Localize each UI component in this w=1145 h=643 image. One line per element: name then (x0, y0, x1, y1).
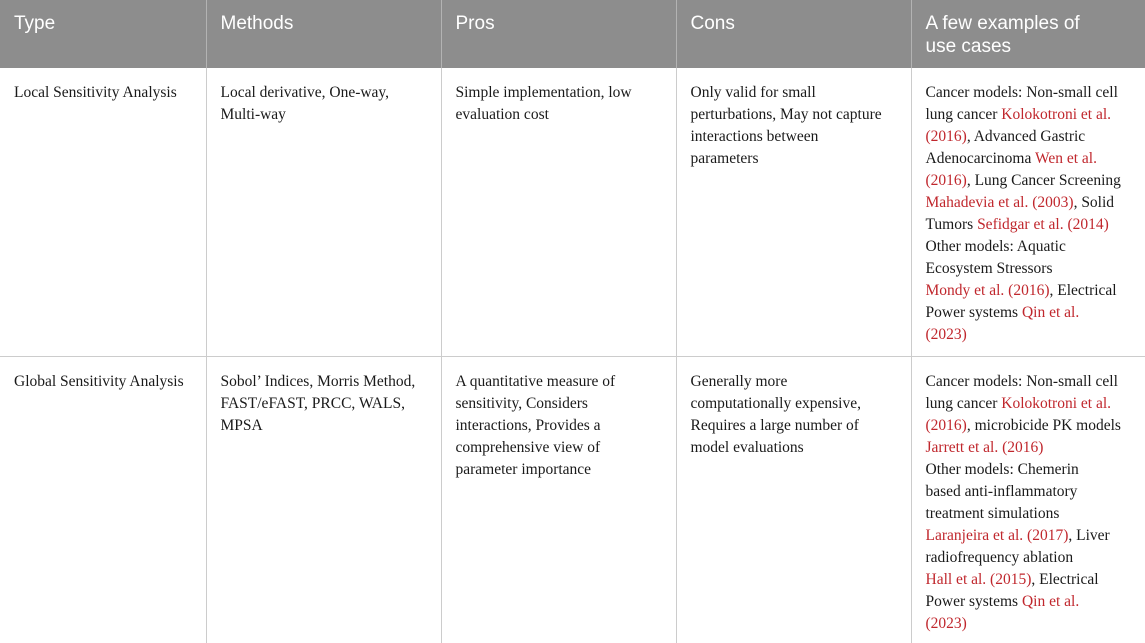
cell-line (926, 437, 1132, 459)
header-methods: Methods (206, 0, 441, 68)
citation-link[interactable]: Wen et al. (1034, 150, 1097, 167)
header-row (0, 0, 1145, 68)
cell-line: parameters (690, 150, 759, 167)
cell-type (0, 356, 206, 643)
citation-link[interactable]: Qin et al. (1021, 592, 1080, 610)
cell-line: A quantitative measure of (455, 372, 616, 390)
header-pros: Pros (441, 0, 676, 68)
cell-text: , Liver (1068, 526, 1110, 544)
cell-line: Only valid for small (690, 84, 816, 101)
cell-line: perturbations, May not capture (690, 106, 882, 123)
citation-link[interactable]: Jarrett et al. (2016) (925, 438, 1044, 456)
cell-line (926, 415, 1132, 437)
cell-line (926, 148, 1132, 170)
cell-text: lung cancer (925, 394, 1002, 412)
cell-text: Adenocarcinoma (925, 150, 1035, 167)
cell-methods (206, 356, 441, 643)
citation-link[interactable]: Qin et al. (1021, 304, 1080, 321)
cell-line: Local derivative, One-way, (220, 84, 390, 101)
cell-text: Other models: Aquatic (925, 238, 1066, 255)
cell-text: radiofrequency ablation (925, 548, 1074, 566)
cell-text: , Advanced Gastric (966, 128, 1086, 145)
cell-text: , Lung Cancer Screening (966, 172, 1121, 189)
header-examples-line: use cases (925, 36, 1012, 57)
cell-pros (441, 356, 676, 643)
citation-link[interactable]: (2023) (925, 326, 967, 343)
cell-line: sensitivity, Considers (455, 394, 588, 412)
cell-text: treatment simulations (925, 504, 1060, 522)
cell-line (926, 591, 1132, 613)
cell-line: Global Sensitivity Analysis (14, 372, 184, 390)
cell-line: Local Sensitivity Analysis (14, 84, 177, 101)
cell-line: interactions, Provides a (455, 416, 601, 434)
cell-line (926, 481, 1132, 503)
cell-line (926, 280, 1132, 302)
cell-line: evaluation cost (455, 106, 549, 123)
cell-line (926, 104, 1132, 126)
cell-line (926, 371, 1132, 393)
cell-text: , Electrical (1031, 570, 1099, 588)
cell-cons (676, 68, 911, 356)
cell-line (926, 214, 1132, 236)
cell-text: Power systems (925, 592, 1022, 610)
cell-text: Other models: Chemerin (925, 460, 1079, 478)
citation-link[interactable]: Mondy et al. (2016) (925, 282, 1050, 299)
citation-link[interactable]: (2016) (925, 128, 967, 145)
cell-line: computationally expensive, (690, 394, 861, 412)
cell-line: model evaluations (690, 438, 804, 456)
cell-line (926, 613, 1132, 635)
cell-line (926, 547, 1132, 569)
citation-link[interactable]: Laranjeira et al. (2017) (925, 526, 1069, 544)
cell-line: Generally more (690, 372, 788, 390)
cell-line: Requires a large number of (690, 416, 859, 434)
cell-line (926, 192, 1132, 214)
header-type: Type (0, 0, 206, 68)
citation-link[interactable]: (2016) (925, 416, 967, 434)
cell-line: MPSA (220, 416, 263, 434)
cell-line: interactions between (690, 128, 819, 145)
cell-line: parameter importance (455, 460, 592, 478)
citation-link[interactable]: (2023) (925, 614, 967, 632)
cell-text: based anti-inflammatory (925, 482, 1078, 500)
cell-text: , Electrical (1049, 282, 1117, 299)
cell-line (926, 324, 1132, 346)
cell-text: Cancer models: Non-small cell (925, 372, 1118, 390)
citation-link[interactable]: Kolokotroni et al. (1001, 394, 1112, 412)
cell-line (926, 302, 1132, 324)
cell-line (926, 459, 1132, 481)
cell-text: Tumors (925, 216, 978, 233)
table-row (0, 356, 1145, 643)
cell-text: lung cancer (925, 106, 1002, 123)
cell-text: Cancer models: Non-small cell (925, 84, 1118, 101)
citation-link[interactable]: (2016) (925, 172, 967, 189)
cell-methods (206, 68, 441, 356)
cell-line: comprehensive view of (455, 438, 601, 456)
cell-examples (911, 356, 1145, 643)
cell-text: , microbicide PK models (966, 416, 1121, 434)
cell-line (926, 503, 1132, 525)
header-cons: Cons (676, 0, 911, 68)
cell-examples (911, 68, 1145, 356)
cell-text: Ecosystem Stressors (925, 260, 1053, 277)
citation-link[interactable]: Sefidgar et al. (2014) (977, 216, 1109, 233)
cell-line (926, 258, 1132, 280)
cell-line: Simple implementation, low (455, 84, 632, 101)
cell-line (926, 393, 1132, 415)
citation-link[interactable]: Hall et al. (2015) (925, 570, 1032, 588)
cell-line: Multi-way (220, 106, 286, 123)
table-row (0, 68, 1145, 356)
cell-line: Sobol’ Indices, Morris Method, (220, 372, 416, 390)
cell-line (926, 525, 1132, 547)
cell-line (926, 569, 1132, 591)
header-examples-line: A few examples of (925, 13, 1080, 34)
cell-type (0, 68, 206, 356)
cell-text: Power systems (925, 304, 1022, 321)
header-examples (911, 0, 1145, 68)
cell-cons (676, 356, 911, 643)
citation-link[interactable]: Kolokotroni et al. (1001, 106, 1112, 123)
cell-pros (441, 68, 676, 356)
citation-link[interactable]: Mahadevia et al. (2003) (925, 194, 1074, 211)
cell-line (926, 236, 1132, 258)
cell-text: , Solid (1073, 194, 1115, 211)
cell-line: FAST/eFAST, PRCC, WALS, (220, 394, 405, 412)
cell-line (926, 170, 1132, 192)
cell-line (926, 126, 1132, 148)
cell-line (926, 82, 1132, 104)
